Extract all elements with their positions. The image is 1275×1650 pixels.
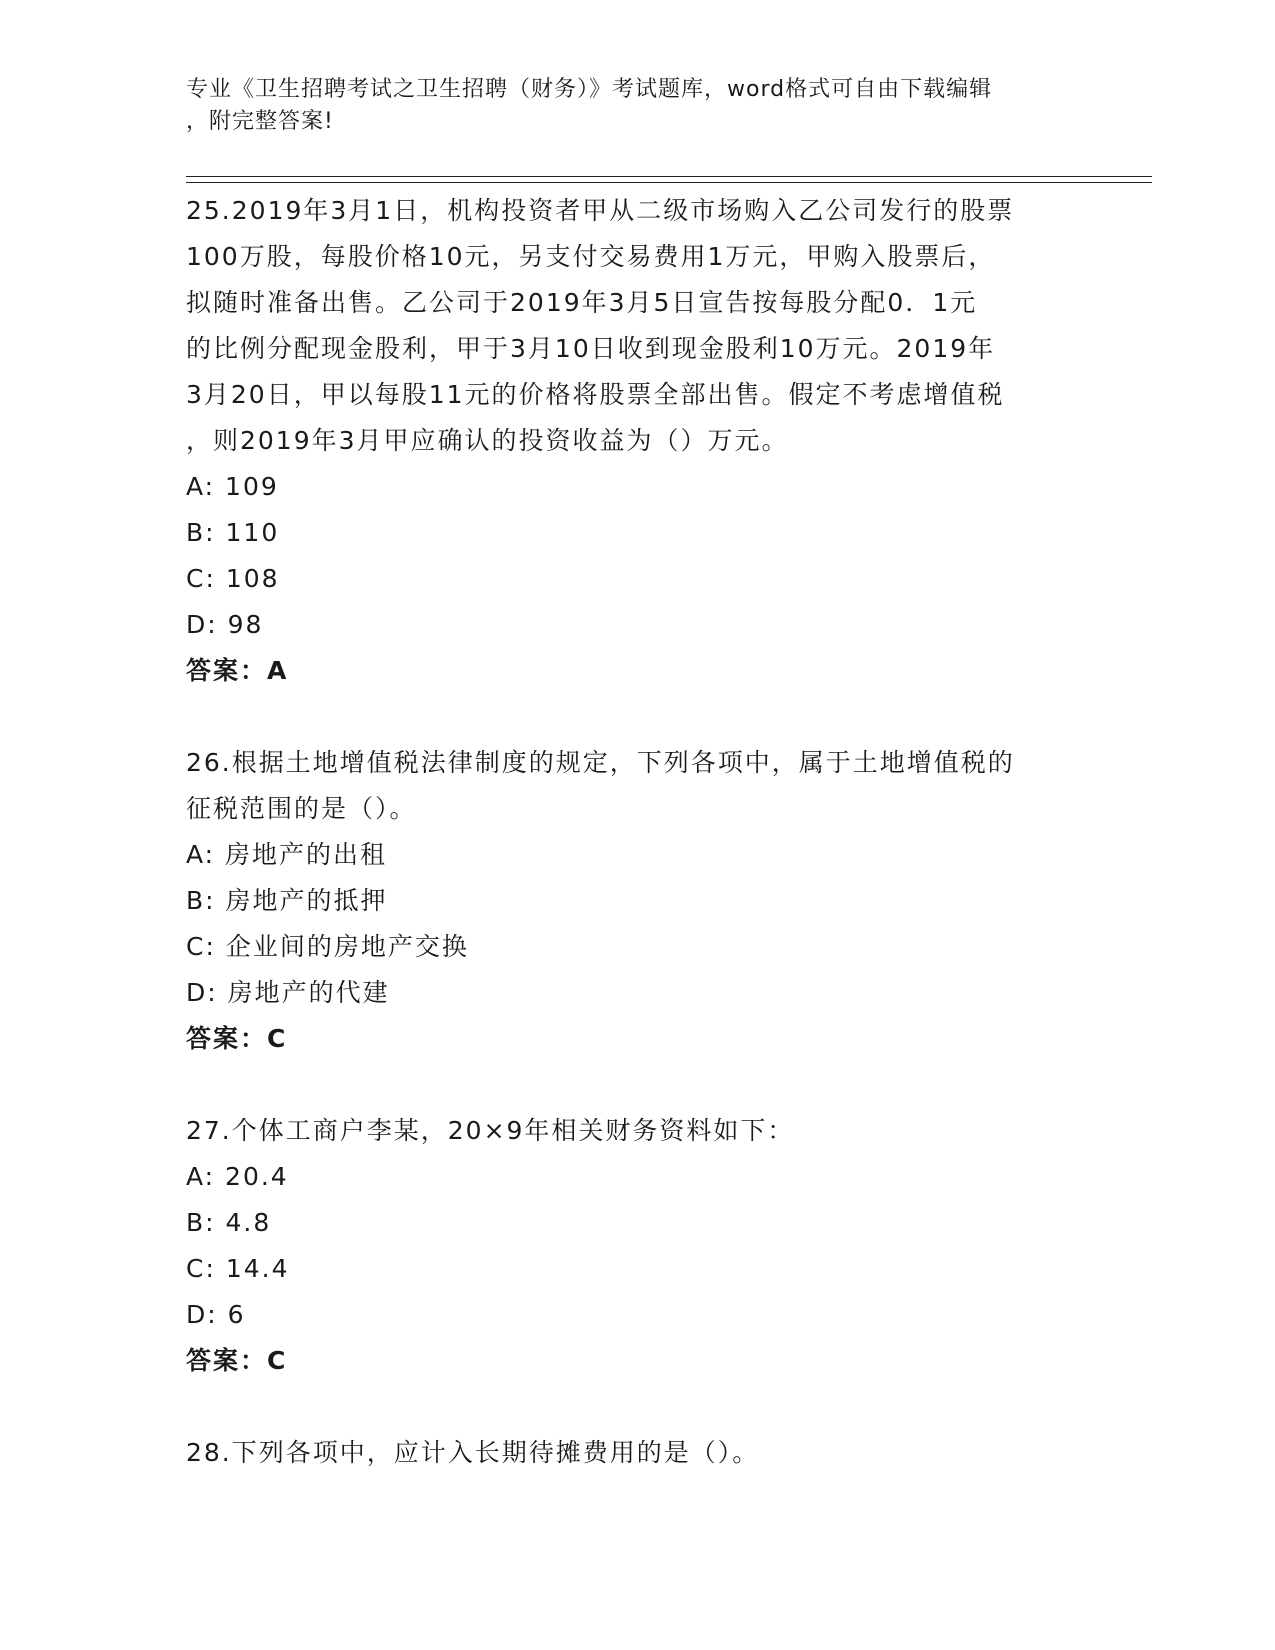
answer: 答案：C	[186, 1346, 288, 1375]
header-line-2: ，附完整答案!	[186, 109, 334, 134]
question-stem-line: 征税范围的是（）。	[186, 794, 417, 823]
option-c: C: 企业间的房地产交换	[186, 932, 469, 961]
question-stem-line: 拟随时准备出售。乙公司于2019年3月5日宣告按每股分配0．1元	[186, 288, 978, 317]
question-25	[186, 188, 1106, 694]
question-27	[186, 1108, 1106, 1384]
document-header	[186, 74, 1086, 138]
spacer	[186, 1062, 1106, 1108]
question-stem-line: 的比例分配现金股利，甲于3月10日收到现金股利10万元。2019年	[186, 334, 996, 363]
option-b: B: 4.8	[186, 1208, 272, 1237]
option-c: C: 108	[186, 564, 280, 593]
question-26	[186, 740, 1106, 1062]
spacer	[186, 1384, 1106, 1430]
option-a: A: 20.4	[186, 1162, 289, 1191]
question-28	[186, 1430, 1106, 1476]
answer: 答案：C	[186, 1024, 288, 1053]
question-stem-line: 26.根据土地增值税法律制度的规定，下列各项中，属于土地增值税的	[186, 748, 1015, 777]
option-a: A: 房地产的出租	[186, 840, 388, 869]
question-list	[186, 188, 1106, 1476]
option-c: C: 14.4	[186, 1254, 290, 1283]
option-b: B: 房地产的抵押	[186, 886, 388, 915]
option-d: D: 房地产的代建	[186, 978, 390, 1007]
option-b: B: 110	[186, 518, 280, 547]
question-stem-line: ，则2019年3月甲应确认的投资收益为（）万元。	[186, 426, 789, 455]
question-stem-line: 100万股，每股价格10元，另支付交易费用1万元，甲购入股票后，	[186, 242, 996, 271]
question-stem-line: 27.个体工商户李某，20×9年相关财务资料如下：	[186, 1116, 795, 1145]
header-line-1: 专业《卫生招聘考试之卫生招聘（财务）》考试题库，word格式可自由下载编辑	[186, 77, 993, 102]
question-stem-line: 28.下列各项中，应计入长期待摊费用的是（）。	[186, 1438, 760, 1467]
answer: 答案：A	[186, 656, 289, 685]
question-stem-line: 25.2019年3月1日，机构投资者甲从二级市场购入乙公司发行的股票	[186, 196, 1015, 225]
option-d: D: 98	[186, 610, 264, 639]
option-a: A: 109	[186, 472, 279, 501]
header-divider	[186, 176, 1152, 183]
spacer	[186, 694, 1106, 740]
question-stem-line: 3月20日，甲以每股11元的价格将股票全部出售。假定不考虑增值税	[186, 380, 1005, 409]
option-d: D: 6	[186, 1300, 246, 1329]
